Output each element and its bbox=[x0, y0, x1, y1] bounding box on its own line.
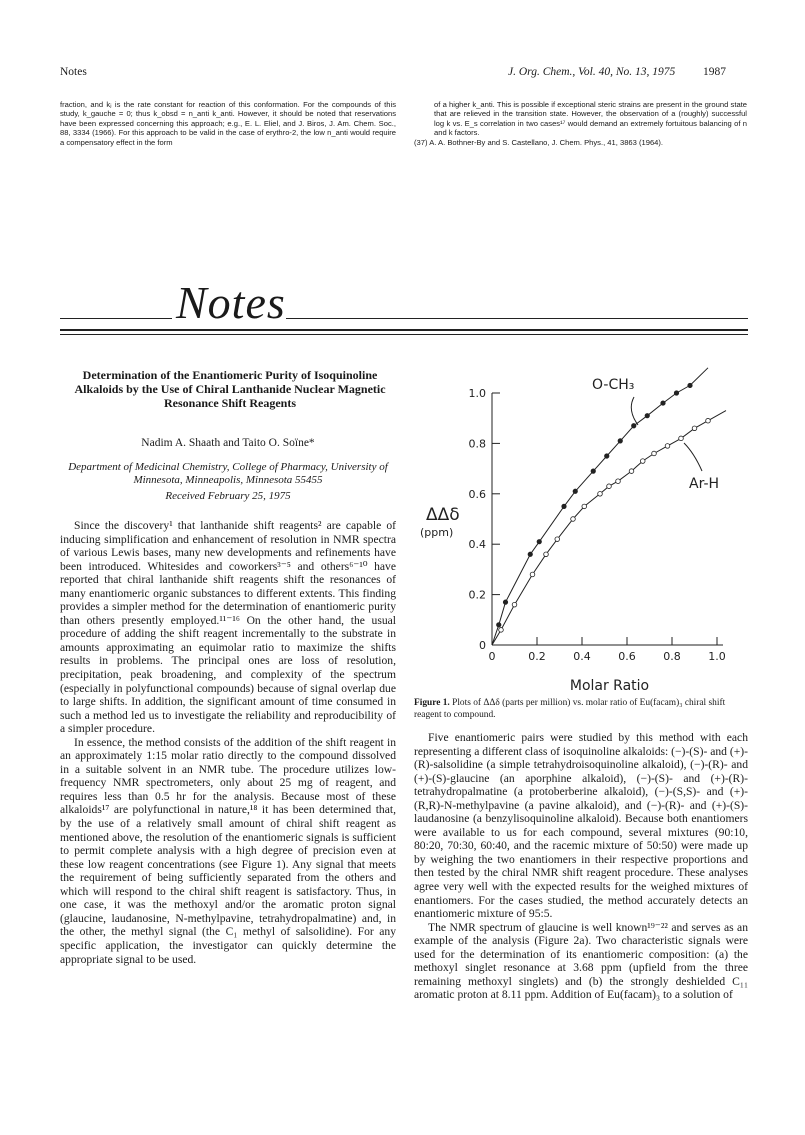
data-point-och3 bbox=[497, 623, 501, 627]
data-point-arh bbox=[607, 484, 612, 489]
annotation-och3: O-CH₃ bbox=[592, 377, 635, 393]
footnote-ref-37: (37) A. A. Bothner-By and S. Castellano, J. Chem. Phys., 41, 3863 (1964). bbox=[414, 137, 664, 147]
figure-caption bbox=[414, 698, 748, 721]
data-point-och3 bbox=[528, 552, 532, 556]
x-tick-label: 0 bbox=[488, 650, 496, 663]
title-rule-right bbox=[286, 318, 748, 319]
data-point-arh bbox=[692, 426, 697, 431]
data-point-och3 bbox=[661, 401, 665, 405]
series-line-och3 bbox=[492, 368, 708, 645]
y-tick-label: 0 bbox=[479, 639, 486, 652]
running-header-journal: J. Org. Chem., Vol. 40, No. 13, 1975 bbox=[508, 66, 676, 78]
running-header-left: Notes bbox=[60, 66, 87, 78]
data-point-arh bbox=[598, 492, 603, 497]
y-tick-label: 0.4 bbox=[468, 538, 486, 552]
data-point-arh bbox=[640, 459, 645, 464]
chart-plot-area bbox=[420, 368, 726, 694]
data-point-och3 bbox=[605, 454, 609, 458]
data-point-och3 bbox=[503, 600, 507, 604]
series-line-arh bbox=[492, 411, 726, 645]
data-point-arh bbox=[571, 517, 576, 522]
data-point-arh bbox=[616, 479, 621, 484]
body-paragraph: Since the discovery¹ that lanthanide shift reagents² are capable of inducing simplification and enhancement of resolution in NMR spectra of various Lewis bases, many new developments and refinements have been introduced. Whitesides and coworkers³⁻⁵ and others⁶⁻¹⁰ have reported that chiral lanthanide shift reagents shift the resonances of many enantiomeric organic substances to different extents. This finding provides a simpler method for the determination of enantiomeric purity than others presently employed.¹¹⁻¹⁶ On the other hand, the usual procedure of adding the shift reagent incrementally to the substrate in amounts approximating an equimolar ratio to maximize the shifts results in problems. The principal ones are loss of resolution, precipitation, peak broadening, and complexity of the spectrum (especially in polyfunctional compounds) because of signal overlap due to large shifts. In addition, the significant amount of time consumed in such a method led us to investigate the reliability and reproducibility of a simpler procedure. bbox=[60, 519, 396, 736]
footnote-right-text: of a higher k_anti. This is possible if exceptional steric strains are present in the ground state that are relieved in the transition state. However, the observation of a (roughly) successful log k vs. E_s correlation in two cases¹⁷ would demand an extremely fortuitous balancing of n and k factors. bbox=[434, 100, 747, 138]
figure-caption-label: Figure 1. bbox=[414, 698, 450, 708]
article-title: Determination of the Enantiomeric Purity of Isoquinoline Alkaloids by the Use of Chiral Lanthanide Nuclear Magnetic Resonance Shift Reagents bbox=[74, 368, 386, 410]
received-date: Received February 25, 1975 bbox=[165, 490, 291, 502]
y-tick-label: 1.0 bbox=[468, 387, 486, 400]
data-point-och3 bbox=[674, 391, 678, 395]
data-point-arh bbox=[582, 504, 587, 509]
body-paragraph: Five enantiomeric pairs were studied by this method with each representing a different class of isoquinoline alkaloids: (−)-(S)- and (+)-(R)-salsolidine (a simple tetrahydroisoquinoline alkaloid), (−)-(R)- and (+)-(S)-glaucine (an aporphine alkaloid), (−)-(S)- and (+)-(R)-tetrahydropalmatine (a protoberberine alkaloid), (−)-(S,S)- and (+)-(R,R)-N-methylpavine (a pavine alkaloid), and (−)-(R)- and (+)-(S)-laudanosine (a benzylisoquinoline alkaloid). Because both enantiomers were available to us for each compound, several mixtures (90:10, 80:20, 70:30, 60:40, and the racemic mixture of 50:50) were made up by weighing the two enantiomers in their respective proportions and then tested by the chiral NMR shift reagent procedure. These analyses agree very well with the expected results for the weighed mixtures of enantiomers. For the cases studied, the method accurately detects an enantiomeric mixture of 95:5. bbox=[414, 731, 748, 921]
body-paragraph: In essence, the method consists of the addition of the shift reagent in an approximately 1:15 molar ratio directly to the compound dissolved in a suitable solvent in an NMR tube. The procedure utilizes low-frequency NMR spectrometers, only about 25 mg of reagent, and requires less than 0.5 hr for the analysis. Because most of these alkaloids¹⁷ are polyfunctional in nature,¹⁸ it has been determined that, by the use of a relatively small amount of chiral shift reagent as mentioned above, the resolution of the enantiomeric signals is sufficient to permit complete analysis with a high degree of precision even at these low reagent concentrations (see Figure 1). Any signal that meets the requirement of being sufficiently separated from the others and which will respond to the chiral shift reagent is satisfactory. Thus, in one case, it was the methoxyl and/or the aromatic proton signal (glaucine, laudanosine, N-methylpavine, tetrahydropalmatine) and, in the other, the methyl signal (the C₁ methyl of salsolidine). For any specific application, the investigator can quickly determine the appropriate signal to be used. bbox=[60, 735, 396, 966]
data-point-arh bbox=[652, 451, 657, 456]
section-rule-thick bbox=[60, 329, 748, 331]
data-point-och3 bbox=[591, 469, 595, 473]
body-left-column bbox=[60, 519, 396, 966]
footnote-right bbox=[414, 100, 747, 147]
figure-caption-text: Plots of ΔΔδ (parts per million) vs. molar ratio of Eu(facam)₃ chiral shift reagent to compound. bbox=[414, 698, 726, 720]
data-point-arh bbox=[679, 436, 684, 441]
data-point-arh bbox=[499, 628, 504, 633]
data-point-och3 bbox=[645, 413, 649, 417]
figure-1-chart bbox=[412, 345, 752, 695]
x-tick-label: 1.0 bbox=[708, 650, 726, 663]
footnote-left-text: fraction, and kⱼ is the rate constant for reaction of this conformation. For the compounds of this study, k_gauche = 0; thus k_obsd = n_anti k_anti. However, it should be noted that reservations have been expressed concerning this approach; e.g., E. L. Eliel, and J. Biros, J. Am. Chem. Soc., 88, 3334 (1966). For this approach to be valid in the case of erythro-2, the low n_anti would require a compensatory effect in the form bbox=[60, 100, 396, 147]
y-axis-unit: (ppm) bbox=[420, 526, 454, 539]
article-authors: Nadim A. Shaath and Taito O. Soïne* bbox=[141, 437, 315, 449]
data-point-och3 bbox=[573, 489, 577, 493]
body-paragraph: The NMR spectrum of glaucine is well known¹⁹⁻²² and serves as an example of the analysis (Figure 2a). Two characteristic signals were used for the determination of its enantiomeric composition: (a) the methoxyl singlet resonance at 3.68 ppm (upfield from the three remaining methoxyl singlets) and (b) the strongly deshielded C₁₁ aromatic proton at 8.11 ppm. Addition of Eu(facam)₃ to a solution of bbox=[414, 920, 748, 1002]
y-tick-label: 0.6 bbox=[468, 487, 486, 501]
section-title: Notes bbox=[176, 277, 286, 328]
data-point-arh bbox=[555, 537, 560, 542]
article-affiliation: Department of Medicinal Chemistry, College of Pharmacy, University of Minnesota, Minneapolis, Minnesota 55455 bbox=[68, 461, 388, 486]
data-point-arh bbox=[706, 418, 711, 423]
data-point-arh bbox=[544, 552, 549, 557]
annotation-arh: Ar-H bbox=[689, 476, 720, 492]
data-point-och3 bbox=[688, 383, 692, 387]
body-right-column bbox=[414, 731, 748, 1002]
annotation-arrow-och3 bbox=[631, 397, 638, 425]
x-tick-label: 0.4 bbox=[573, 650, 591, 663]
footnote-left bbox=[60, 100, 396, 147]
y-axis-label: ΔΔδ bbox=[426, 505, 460, 525]
data-point-arh bbox=[665, 444, 670, 449]
x-tick-label: 0.8 bbox=[663, 650, 681, 663]
annotation-arrow-arh bbox=[684, 443, 702, 471]
data-point-arh bbox=[530, 572, 535, 577]
data-point-och3 bbox=[618, 439, 622, 443]
y-tick-label: 0.2 bbox=[468, 588, 486, 602]
x-tick-label: 0.6 bbox=[618, 650, 636, 663]
page-number: 1987 bbox=[703, 66, 726, 78]
y-tick-label: 0.8 bbox=[468, 437, 486, 451]
data-point-och3 bbox=[537, 539, 541, 543]
data-point-och3 bbox=[632, 424, 636, 428]
x-axis-label: Molar Ratio bbox=[569, 678, 650, 694]
x-tick-label: 0.2 bbox=[528, 650, 546, 663]
data-point-arh bbox=[512, 602, 517, 607]
data-point-arh bbox=[629, 469, 634, 474]
data-point-och3 bbox=[562, 504, 566, 508]
section-rule-thin bbox=[60, 334, 748, 335]
title-rule-left bbox=[60, 318, 172, 319]
